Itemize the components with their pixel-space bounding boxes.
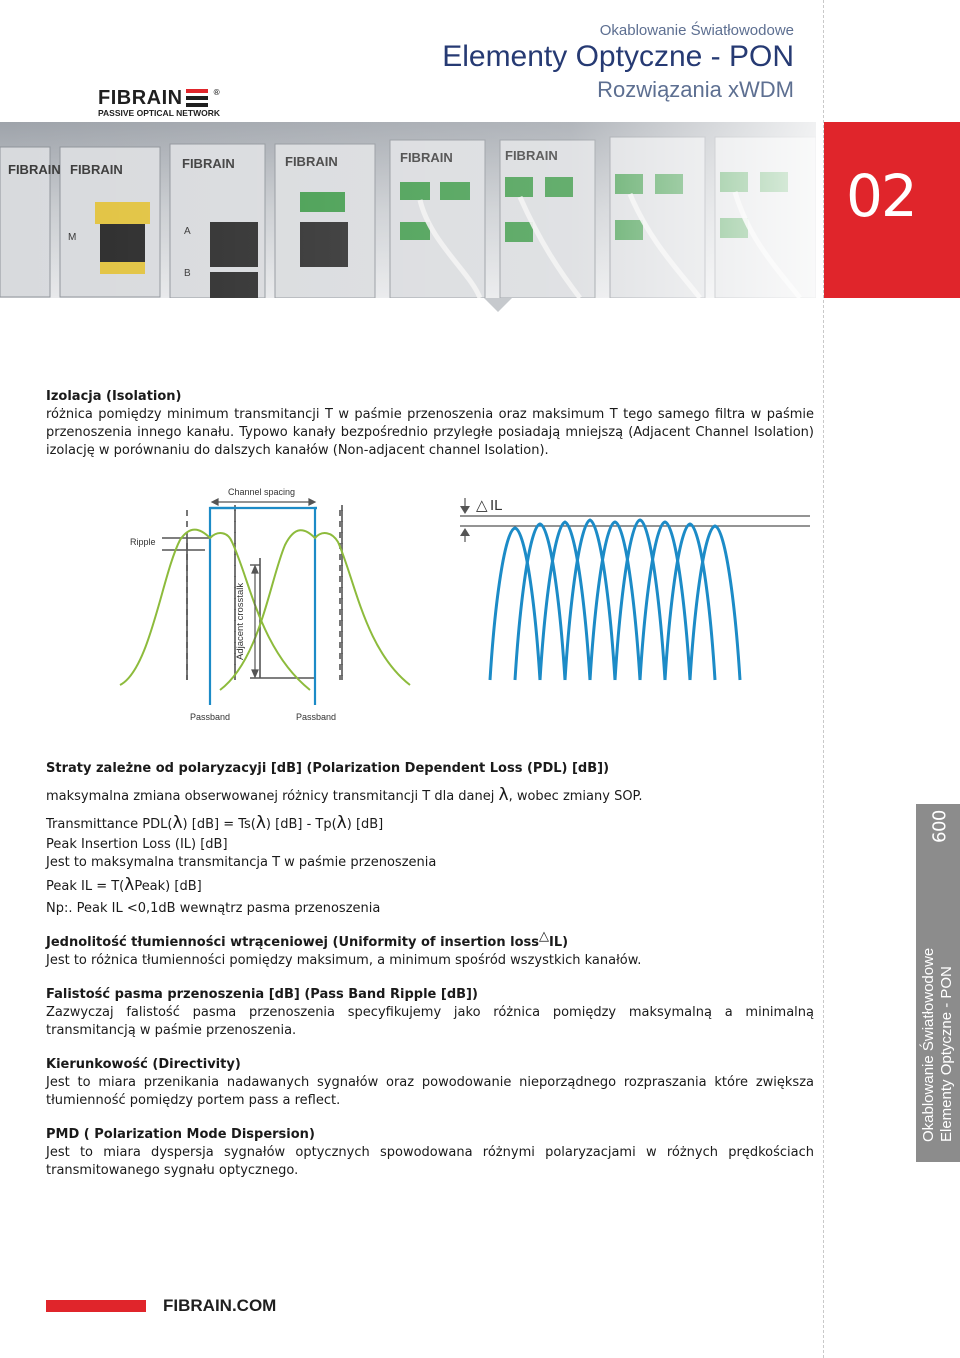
footer-bar [46,1300,146,1312]
channel-curve-2 [515,524,565,680]
channel-curve-9 [690,526,740,680]
chapter-box [824,122,960,298]
channel-diagram [110,480,810,725]
pmd-text: Jest to miara dyspersja sygnałów optycznych spowodowana różnymi polaryzacjami w różnych prędkościach transmitowanego sygnału optycznego. [46,1145,814,1178]
delta-symbol: △ [476,496,488,514]
channel-curve-3 [540,522,590,680]
channel-curve-5 [590,522,640,680]
passband-right-label: Passband [296,712,337,722]
ripple-label: Ripple [130,537,156,547]
pdl-text-after: , wobec zmiany SOP. [508,789,643,804]
channel-spacing-label: Channel spacing [228,487,296,497]
logo-tagline: PASSIVE OPTICAL NETWORK [98,108,221,118]
pdl-formula-part-b: ) [dB] = Ts( [182,817,256,832]
directivity-text: Jest to miara przenikania nadawanych sygnałów oraz powodowanie nieporządnego rozpraszania które zwiększa tłumienność pomiędzy portem pass a reflect. [46,1075,814,1108]
peak-il-heading: Peak Insertion Loss (IL) [dB] [46,837,228,852]
uniformity-heading-part-b: IL) [549,935,569,950]
channel-curve-8 [665,524,715,680]
ripple-text: Zazwyczaj falistość pasma przenoszenia specyfikujemy jako różnica pomiędzy maksymalną a minimalną transmitancją w paśmie przenoszenia. [46,1005,814,1038]
parameters-section [46,760,814,1180]
arrow-down-icon [460,506,470,514]
channel-curve-1 [490,528,540,680]
fibrain-logo [98,88,238,120]
peak-il-text: Jest to maksymalna transmitancja T w paśmie przenoszenia [46,855,437,870]
isolation-heading: Izolacja (Isolation) [46,389,182,404]
peak-formula-part-a: Peak IL = T( [46,879,125,894]
peak-formula-part-b: Peak) [dB] [134,879,202,894]
page-number-text: 009 [927,809,949,843]
delta-icon: △ [539,929,549,944]
adjacent-crosstalk-label: Adjacent crosstalk [235,582,246,660]
photo-pointer [484,298,512,312]
pdl-formula-part-a: Transmittance PDL( [46,817,173,832]
pdl-formula-part-c: ) [dB] - Tp( [265,817,337,832]
footer-website[interactable]: FIBRAIN.COM [163,1296,277,1315]
peak-il-formula [46,876,814,896]
page-title: Elementy Optyczne - PON [442,40,794,73]
uniformity-heading-part-a: Jednolitość tłumienności wtrąceniowej (Uniformity of insertion loss [46,935,539,950]
logo-bars-icon [186,89,212,107]
passband-left-label: Passband [190,712,231,722]
arrow-up-icon [460,528,470,536]
lambda-symbol: λ [498,785,509,805]
pdl-heading: Straty zależne od polaryzacyji [dB] (Polarization Dependent Loss (PDL) [dB]) [46,761,610,776]
lambda-symbol: λ [124,875,135,895]
lambda-symbol: λ [336,813,347,833]
side-tab [916,804,960,1162]
ripple-heading: Falistość pasma przenoszenia [dB] (Pass Band Ripple [dB]) [46,987,478,1002]
peak-il-example: Np:. Peak IL <0,1dB wewnątrz pasma przenoszenia [46,901,381,916]
pdl-formula-part-d: ) [dB] [346,817,384,832]
uniformity-heading [46,929,814,952]
lambda-symbol: λ [255,813,266,833]
lambda-symbol: λ [172,813,183,833]
channel-curve-4 [565,520,615,680]
page-number [916,804,960,848]
pdl-text [46,786,814,806]
delta-il-label: IL [490,497,503,514]
chapter-number: 02 [846,162,916,230]
equipment-photo-illustration [0,122,816,298]
page-subtitle: Rozwiązania xWDM [597,77,794,102]
isolation-text: różnica pomiędzy minimum transmitancji T w paśmie przenoszenia oraz maksimum T tego samego filtra w paśmie przenoszenia innego kanału. Typowo kanały bezpośrednio przyległe posiadają mniejszą (Adjacent Channel Isolation) izolację w porównaniu do dalszych kanałów (Non-adjacent channel Isolation). [46,407,814,458]
channel-curves [490,520,740,680]
equipment-photo [0,122,816,298]
side-tab-text [920,852,956,1152]
logo-registered: ® [212,88,221,97]
channel-curve-7 [640,522,690,680]
channel-curve-6 [615,520,665,680]
pdl-formula [46,814,814,834]
channel-diagram-svg [110,480,810,725]
isolation-section [46,388,814,460]
pdl-text-before: maksymalna zmiana obserwowanej różnicy transmitancji T dla danej [46,789,499,804]
uniformity-text: Jest to różnica tłumienności pomiędzy maksimum, a minimum spośród wszystkich kanałów. [46,953,642,968]
side-tab-line-1: Okablowanie Światłowodowe [920,947,937,1142]
logo-word: FIBRAIN [98,87,183,109]
pmd-heading: PMD ( Polarization Mode Dispersion) [46,1127,315,1142]
directivity-heading: Kierunkowość (Directivity) [46,1057,241,1072]
header-category: Okablowanie Światłowodowe [599,22,794,39]
side-tab-line-2: Elementy Optyczne - PON [938,966,955,1142]
